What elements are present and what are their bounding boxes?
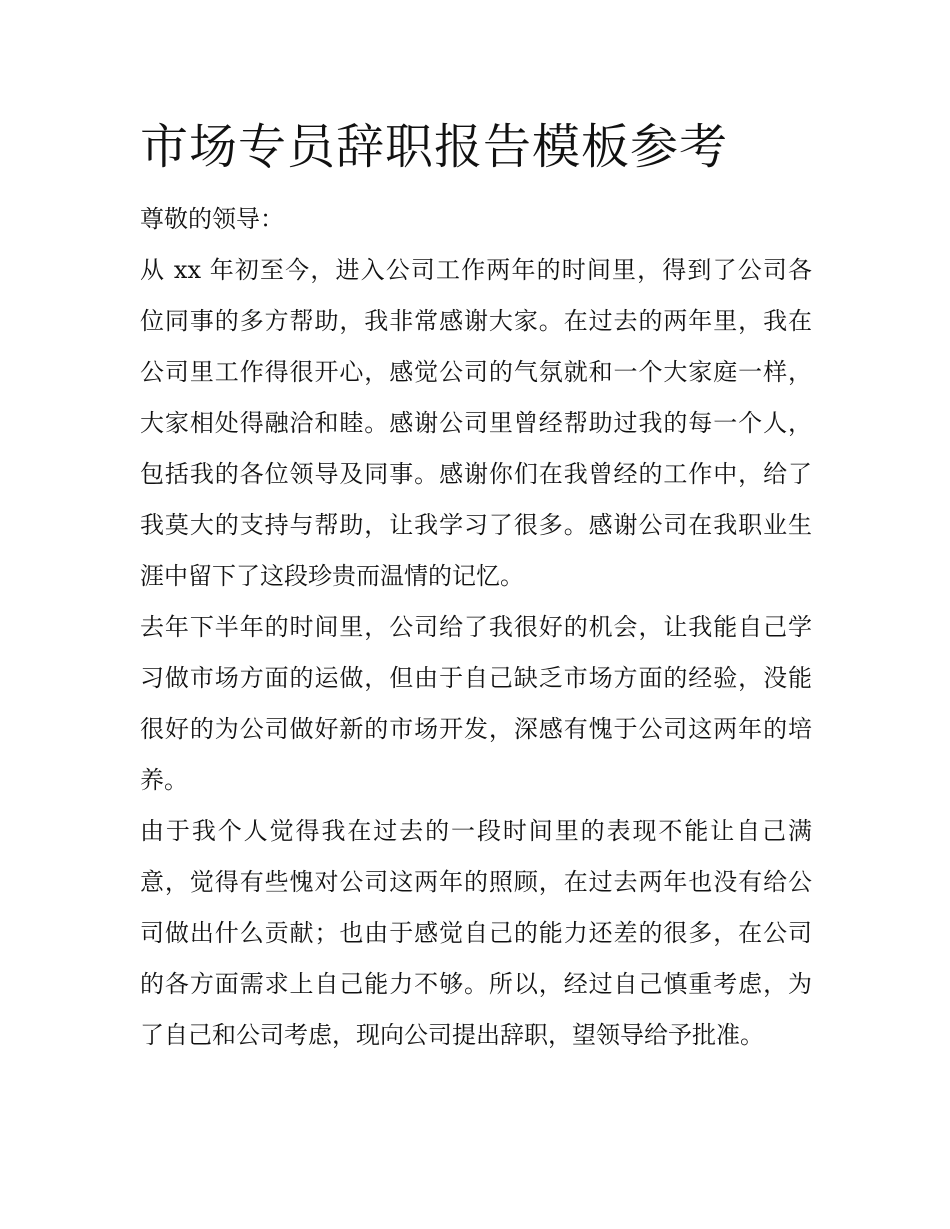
paragraph-line: 去年下半年的时间里，公司给了我很好的机会，让我能自己学 — [140, 613, 812, 641]
paragraph-line: 司做出什么贡献；也由于感觉自己的能力还差的很多，在公司 — [140, 919, 812, 947]
paragraph-line: 习做市场方面的运做，但由于自己缺乏市场方面的经验，没能 — [140, 664, 812, 692]
paragraph-line: 涯中留下了这段珍贵而温情的记忆。 — [140, 562, 524, 590]
paragraph-line: 由于我个人觉得我在过去的一段时间里的表现不能让自己满 — [140, 817, 812, 845]
paragraph-line: 包括我的各位领导及同事。感谢你们在我曾经的工作中，给了 — [140, 460, 812, 488]
page-title: 市场专员辞职报告模板参考 — [140, 119, 729, 175]
paragraph-line: 的各方面需求上自己能力不够。所以，经过自己慎重考虑，为 — [140, 970, 812, 998]
paragraph-line: 养。 — [140, 766, 188, 794]
paragraph-line: 了自己和公司考虑，现向公司提出辞职，望领导给予批准。 — [140, 1021, 764, 1049]
paragraph-line: 大家相处得融洽和睦。感谢公司里曾经帮助过我的每一个人， — [140, 409, 812, 437]
paragraph-line: 我莫大的支持与帮助，让我学习了很多。感谢公司在我职业生 — [140, 511, 812, 539]
paragraph-line: 意，觉得有些愧对公司这两年的照顾，在过去两年也没有给公 — [140, 868, 812, 896]
paragraph-line: 从 xx 年初至今，进入公司工作两年的时间里，得到了公司各 — [140, 256, 812, 284]
paragraph-line: 公司里工作得很开心，感觉公司的气氛就和一个大家庭一样， — [140, 358, 812, 386]
paragraph-line: 位同事的多方帮助，我非常感谢大家。在过去的两年里，我在 — [140, 307, 812, 335]
document-body — [140, 112, 812, 1061]
salutation-line: 尊敬的领导： — [140, 205, 284, 233]
paragraph-line: 很好的为公司做好新的市场开发，深感有愧于公司这两年的培 — [140, 715, 812, 743]
